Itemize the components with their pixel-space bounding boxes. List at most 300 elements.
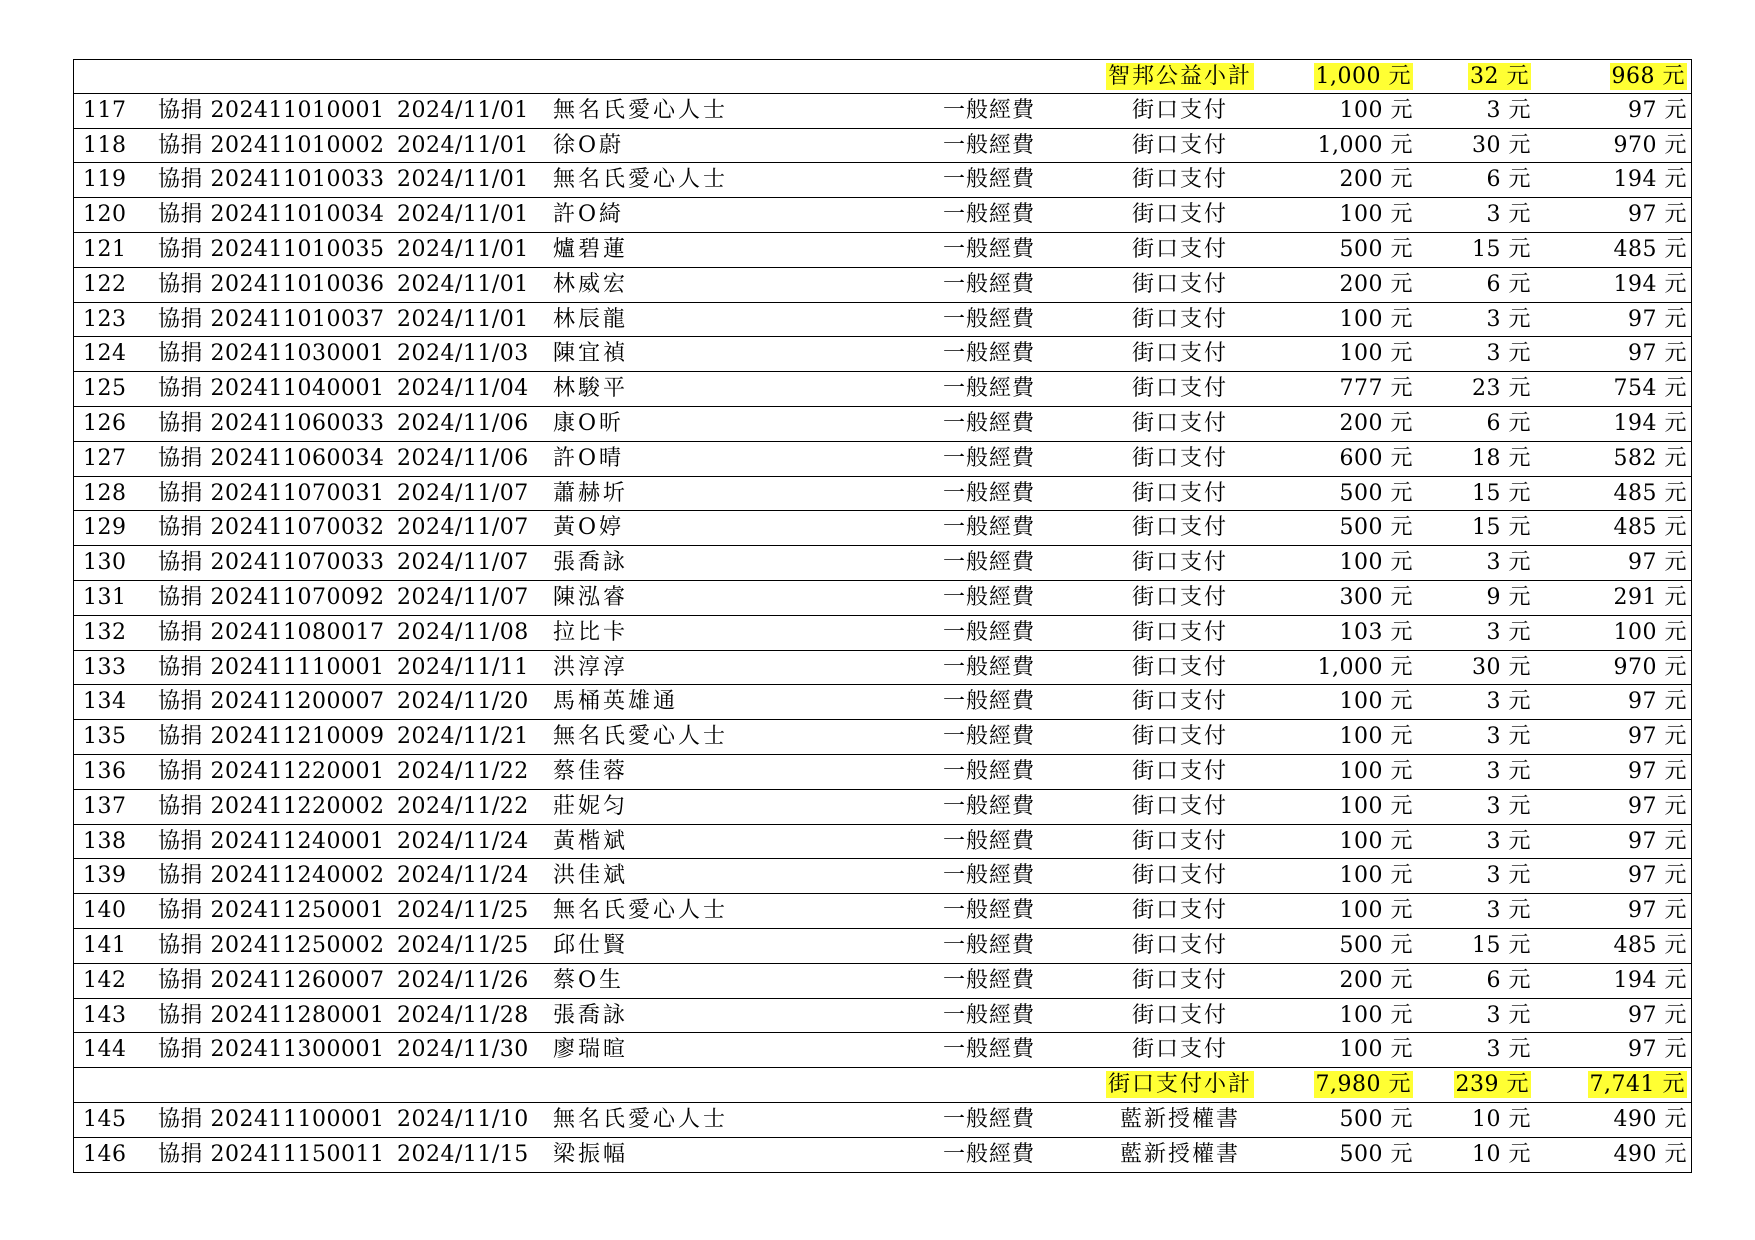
fund-category: 一般經費: [943, 689, 1036, 715]
subtotal-row-street: [73, 1068, 1692, 1103]
row-number: 145: [83, 1106, 127, 1132]
donor-name: 康O昕: [553, 410, 625, 436]
payment-method: 街口支付: [1131, 758, 1228, 784]
subtotal-fee: 32 元: [1470, 64, 1529, 89]
net-amount: 97 元: [1628, 550, 1687, 576]
record-id: 協捐 202411240002: [158, 863, 385, 889]
donation-date: 2024/11/26: [397, 967, 529, 993]
net-amount: 97 元: [1628, 1002, 1687, 1028]
donation-amount: 200 元: [1339, 410, 1413, 436]
donor-name: 梁振幅: [553, 1141, 629, 1167]
payment-method: 街口支付: [1131, 445, 1228, 471]
payment-method: 街口支付: [1131, 967, 1228, 993]
donation-date: 2024/11/07: [397, 480, 529, 506]
row-number: 131: [83, 584, 127, 610]
donation-date: 2024/11/15: [397, 1141, 529, 1167]
payment-method: 街口支付: [1131, 376, 1228, 402]
table-row: [73, 477, 1692, 512]
payment-method: 藍新授權書: [1119, 1106, 1240, 1132]
donation-amount: 100 元: [1339, 863, 1413, 889]
fund-category: 一般經費: [943, 202, 1036, 228]
processing-fee: 30 元: [1472, 654, 1531, 680]
record-id: 協捐 202411010002: [158, 132, 385, 158]
table-row: [73, 929, 1692, 964]
row-number: 125: [83, 376, 127, 402]
record-id: 協捐 202411080017: [158, 619, 385, 645]
payment-method: 街口支付: [1131, 932, 1228, 958]
donor-name: 洪淳淳: [553, 654, 629, 680]
subtotal-fee: 239 元: [1455, 1072, 1529, 1098]
donation-amount: 600 元: [1339, 445, 1413, 471]
record-id: 協捐 202411070092: [158, 584, 385, 610]
fund-category: 一般經費: [943, 97, 1036, 123]
fund-category: 一般經費: [943, 898, 1036, 924]
net-amount: 485 元: [1613, 515, 1687, 541]
net-amount: 100 元: [1613, 619, 1687, 645]
net-amount: 97 元: [1628, 306, 1687, 332]
net-amount: 194 元: [1613, 410, 1687, 436]
payment-method: 街口支付: [1131, 271, 1228, 297]
processing-fee: 3 元: [1486, 863, 1531, 889]
fund-category: 一般經費: [943, 167, 1036, 193]
fund-category: 一般經費: [943, 1037, 1036, 1063]
donation-amount: 100 元: [1339, 898, 1413, 924]
processing-fee: 3 元: [1486, 1037, 1531, 1063]
fund-category: 一般經費: [943, 515, 1036, 541]
processing-fee: 3 元: [1486, 898, 1531, 924]
donation-date: 2024/11/10: [397, 1106, 529, 1132]
record-id: 協捐 202411250001: [158, 898, 385, 924]
donation-amount: 100 元: [1339, 1037, 1413, 1063]
payment-method: 街口支付: [1131, 132, 1228, 158]
donation-date: 2024/11/01: [397, 202, 529, 228]
donation-date: 2024/11/07: [397, 584, 529, 610]
row-number: 146: [83, 1141, 127, 1167]
donation-date: 2024/11/01: [397, 236, 529, 262]
donation-date: 2024/11/06: [397, 410, 529, 436]
payment-method: 街口支付: [1131, 1002, 1228, 1028]
processing-fee: 3 元: [1486, 619, 1531, 645]
net-amount: 97 元: [1628, 202, 1687, 228]
donor-name: 邱仕賢: [553, 932, 629, 958]
net-amount: 97 元: [1628, 724, 1687, 750]
donor-name: 莊妮匀: [553, 793, 629, 819]
subtotal-amount: 1,000 元: [1315, 64, 1411, 89]
donation-amount: 100 元: [1339, 341, 1413, 367]
processing-fee: 15 元: [1472, 236, 1531, 262]
payment-method: 街口支付: [1131, 654, 1228, 680]
row-number: 142: [83, 967, 127, 993]
donation-date: 2024/11/30: [397, 1037, 529, 1063]
record-id: 協捐 202411100001: [158, 1106, 385, 1132]
donation-amount: 100 元: [1339, 550, 1413, 576]
donation-date: 2024/11/11: [397, 654, 529, 680]
donor-name: 黃O婷: [553, 515, 625, 541]
payment-method: 街口支付: [1131, 828, 1228, 854]
donor-name: 陳宜禎: [553, 341, 629, 367]
donor-name: 洪佳斌: [553, 863, 629, 889]
row-number: 132: [83, 619, 127, 645]
net-amount: 97 元: [1628, 828, 1687, 854]
record-id: 協捐 202411010033: [158, 167, 385, 193]
record-id: 協捐 202411010001: [158, 97, 385, 123]
payment-method: 街口支付: [1131, 236, 1228, 262]
table-row: [73, 999, 1692, 1034]
payment-method: 街口支付: [1131, 410, 1228, 436]
processing-fee: 3 元: [1486, 689, 1531, 715]
row-number: 138: [83, 828, 127, 854]
donor-name: 無名氏愛心人士: [553, 167, 729, 193]
donation-date: 2024/11/07: [397, 515, 529, 541]
donation-date: 2024/11/01: [397, 306, 529, 332]
donation-date: 2024/11/07: [397, 550, 529, 576]
record-id: 協捐 202411010036: [158, 271, 385, 297]
net-amount: 291 元: [1613, 584, 1687, 610]
processing-fee: 3 元: [1486, 306, 1531, 332]
fund-category: 一般經費: [943, 967, 1036, 993]
record-id: 協捐 202411030001: [158, 341, 385, 367]
donor-name: 廖瑞暄: [553, 1037, 629, 1063]
donation-date: 2024/11/22: [397, 793, 529, 819]
table-row: [73, 685, 1692, 720]
donation-date: 2024/11/28: [397, 1002, 529, 1028]
payment-method: 街口支付: [1131, 202, 1228, 228]
record-id: 協捐 202411300001: [158, 1037, 385, 1063]
net-amount: 97 元: [1628, 863, 1687, 889]
subtotal-row-zhibang: [73, 59, 1692, 94]
net-amount: 97 元: [1628, 341, 1687, 367]
row-number: 123: [83, 306, 127, 332]
table-row: [73, 268, 1692, 303]
table-row: [73, 755, 1692, 790]
processing-fee: 15 元: [1472, 932, 1531, 958]
donor-name: 徐O蔚: [553, 132, 625, 158]
processing-fee: 3 元: [1486, 828, 1531, 854]
donation-date: 2024/11/25: [397, 932, 529, 958]
record-id: 協捐 202411070032: [158, 515, 385, 541]
donor-name: 爐碧蓮: [553, 236, 629, 262]
row-number: 136: [83, 758, 127, 784]
donor-name: 陳泓睿: [553, 584, 629, 610]
donor-name: 蔡佳蓉: [553, 758, 629, 784]
processing-fee: 6 元: [1486, 167, 1531, 193]
table-row: [73, 198, 1692, 233]
row-number: 135: [83, 724, 127, 750]
donation-amount: 100 元: [1339, 97, 1413, 123]
fund-category: 一般經費: [943, 306, 1036, 332]
record-id: 協捐 202411210009: [158, 724, 385, 750]
donation-amount: 500 元: [1339, 515, 1413, 541]
donor-name: 拉比卡: [553, 619, 629, 645]
record-id: 協捐 202411060033: [158, 410, 385, 436]
net-amount: 194 元: [1613, 167, 1687, 193]
table-row: [73, 407, 1692, 442]
processing-fee: 3 元: [1486, 793, 1531, 819]
donor-name: 林威宏: [553, 271, 629, 297]
record-id: 協捐 202411260007: [158, 967, 385, 993]
row-number: 133: [83, 654, 127, 680]
table-row: [73, 442, 1692, 477]
record-id: 協捐 202411040001: [158, 376, 385, 402]
net-amount: 97 元: [1628, 1037, 1687, 1063]
donation-date: 2024/11/24: [397, 863, 529, 889]
donor-name: 林辰龍: [553, 306, 629, 332]
donation-amount: 100 元: [1339, 689, 1413, 715]
table-row: [73, 511, 1692, 546]
net-amount: 97 元: [1628, 97, 1687, 123]
table-row: [73, 303, 1692, 338]
net-amount: 194 元: [1613, 271, 1687, 297]
fund-category: 一般經費: [943, 654, 1036, 680]
donation-date: 2024/11/03: [397, 341, 529, 367]
table-row: [73, 581, 1692, 616]
donation-amount: 777 元: [1339, 376, 1413, 402]
record-id: 協捐 202411070033: [158, 550, 385, 576]
donation-date: 2024/11/04: [397, 376, 529, 402]
row-number: 129: [83, 515, 127, 541]
row-number: 130: [83, 550, 127, 576]
processing-fee: 23 元: [1472, 376, 1531, 402]
donation-amount: 200 元: [1339, 967, 1413, 993]
table-row: [73, 1103, 1692, 1138]
fund-category: 一般經費: [943, 724, 1036, 750]
row-number: 128: [83, 480, 127, 506]
net-amount: 97 元: [1628, 758, 1687, 784]
fund-category: 一般經費: [943, 828, 1036, 854]
donation-date: 2024/11/01: [397, 271, 529, 297]
table-row: [73, 94, 1692, 129]
donor-name: 張喬詠: [553, 550, 629, 576]
row-number: 144: [83, 1037, 127, 1063]
table-row: [73, 790, 1692, 825]
net-amount: 970 元: [1613, 132, 1687, 158]
processing-fee: 3 元: [1486, 1002, 1531, 1028]
processing-fee: 3 元: [1486, 550, 1531, 576]
donation-date: 2024/11/25: [397, 898, 529, 924]
donation-amount: 103 元: [1339, 619, 1413, 645]
record-id: 協捐 202411010035: [158, 236, 385, 262]
donation-date: 2024/11/01: [397, 167, 529, 193]
payment-method: 街口支付: [1131, 619, 1228, 645]
payment-method: 街口支付: [1131, 1037, 1228, 1063]
row-number: 141: [83, 932, 127, 958]
table-row: [73, 720, 1692, 755]
processing-fee: 6 元: [1486, 967, 1531, 993]
processing-fee: 15 元: [1472, 515, 1531, 541]
row-number: 124: [83, 341, 127, 367]
fund-category: 一般經費: [943, 236, 1036, 262]
donation-amount: 200 元: [1339, 167, 1413, 193]
net-amount: 754 元: [1613, 376, 1687, 402]
fund-category: 一般經費: [943, 584, 1036, 610]
donor-name: 無名氏愛心人士: [553, 898, 729, 924]
donation-amount: 100 元: [1339, 202, 1413, 228]
row-number: 122: [83, 271, 127, 297]
donor-name: 無名氏愛心人士: [553, 1106, 729, 1132]
record-id: 協捐 202411220001: [158, 758, 385, 784]
fund-category: 一般經費: [943, 445, 1036, 471]
fund-category: 一般經費: [943, 1141, 1036, 1167]
record-id: 協捐 202411060034: [158, 445, 385, 471]
record-id: 協捐 202411010034: [158, 202, 385, 228]
fund-category: 一般經費: [943, 1002, 1036, 1028]
processing-fee: 30 元: [1472, 132, 1531, 158]
donor-name: 無名氏愛心人士: [553, 97, 729, 123]
processing-fee: 3 元: [1486, 341, 1531, 367]
table-row: [73, 129, 1692, 164]
net-amount: 582 元: [1613, 445, 1687, 471]
donation-date: 2024/11/24: [397, 828, 529, 854]
donor-name: 無名氏愛心人士: [553, 724, 729, 750]
processing-fee: 3 元: [1486, 724, 1531, 750]
table-row: [73, 651, 1692, 686]
fund-category: 一般經費: [943, 410, 1036, 436]
donor-name: 許O晴: [553, 445, 625, 471]
row-number: 137: [83, 793, 127, 819]
payment-method: 街口支付: [1131, 341, 1228, 367]
processing-fee: 3 元: [1486, 97, 1531, 123]
donor-name: 許O綺: [553, 202, 625, 228]
table-row: [73, 616, 1692, 651]
subtotal-net: 968 元: [1611, 64, 1685, 89]
donation-amount: 100 元: [1339, 1002, 1413, 1028]
record-id: 協捐 202411070031: [158, 480, 385, 506]
record-id: 協捐 202411150011: [158, 1141, 385, 1167]
table-row: [73, 859, 1692, 894]
processing-fee: 10 元: [1472, 1141, 1531, 1167]
fund-category: 一般經費: [943, 341, 1036, 367]
donor-name: 蔡O生: [553, 967, 625, 993]
table-row: [73, 372, 1692, 407]
fund-category: 一般經費: [943, 480, 1036, 506]
subtotal-label: 街口支付小計: [1107, 1072, 1252, 1098]
newebpay-rows: [73, 1103, 1692, 1173]
row-number: 127: [83, 445, 127, 471]
donation-date: 2024/11/21: [397, 724, 529, 750]
payment-method: 街口支付: [1131, 550, 1228, 576]
donation-amount: 500 元: [1339, 480, 1413, 506]
payment-method: 街口支付: [1131, 724, 1228, 750]
donation-amount: 300 元: [1339, 584, 1413, 610]
donor-name: 黃楷斌: [553, 828, 629, 854]
net-amount: 490 元: [1613, 1141, 1687, 1167]
fund-category: 一般經費: [943, 619, 1036, 645]
table-row: [73, 894, 1692, 929]
row-number: 120: [83, 202, 127, 228]
record-id: 協捐 202411280001: [158, 1002, 385, 1028]
donation-amount: 1,000 元: [1317, 132, 1413, 158]
row-number: 134: [83, 689, 127, 715]
payment-method: 街口支付: [1131, 584, 1228, 610]
donation-amount: 100 元: [1339, 758, 1413, 784]
fund-category: 一般經費: [943, 271, 1036, 297]
record-id: 協捐 202411240001: [158, 828, 385, 854]
payment-method: 街口支付: [1131, 167, 1228, 193]
fund-category: 一般經費: [943, 550, 1036, 576]
record-id: 協捐 202411110001: [158, 654, 385, 680]
donation-amount: 200 元: [1339, 271, 1413, 297]
row-number: 118: [83, 132, 127, 158]
donation-amount: 100 元: [1339, 793, 1413, 819]
payment-method: 街口支付: [1131, 97, 1228, 123]
donation-date: 2024/11/08: [397, 619, 529, 645]
payment-method: 街口支付: [1131, 306, 1228, 332]
fund-category: 一般經費: [943, 132, 1036, 158]
table-row: [73, 1138, 1692, 1173]
row-number: 140: [83, 898, 127, 924]
record-id: 協捐 202411200007: [158, 689, 385, 715]
row-number: 139: [83, 863, 127, 889]
donation-ledger-table: [73, 59, 1692, 1173]
fund-category: 一般經費: [943, 376, 1036, 402]
donation-amount: 100 元: [1339, 306, 1413, 332]
record-id: 協捐 202411250002: [158, 932, 385, 958]
donation-date: 2024/11/20: [397, 689, 529, 715]
net-amount: 485 元: [1613, 932, 1687, 958]
donation-amount: 1,000 元: [1317, 654, 1413, 680]
subtotal-label: 智邦公益小計: [1107, 64, 1252, 89]
subtotal-amount: 7,980 元: [1315, 1072, 1411, 1098]
donor-name: 馬桶英雄通: [553, 689, 679, 715]
table-row: [73, 825, 1692, 860]
net-amount: 485 元: [1613, 480, 1687, 506]
fund-category: 一般經費: [943, 793, 1036, 819]
processing-fee: 6 元: [1486, 410, 1531, 436]
donor-name: 蕭赫圻: [553, 480, 629, 506]
donation-amount: 100 元: [1339, 724, 1413, 750]
table-row: [73, 964, 1692, 999]
table-row: [73, 337, 1692, 372]
row-number: 121: [83, 236, 127, 262]
fund-category: 一般經費: [943, 758, 1036, 784]
donation-amount: 500 元: [1339, 1141, 1413, 1167]
fund-category: 一般經費: [943, 1106, 1036, 1132]
processing-fee: 10 元: [1472, 1106, 1531, 1132]
row-number: 143: [83, 1002, 127, 1028]
table-row: [73, 1033, 1692, 1068]
donation-amount: 500 元: [1339, 1106, 1413, 1132]
subtotal-net: 7,741 元: [1589, 1072, 1685, 1098]
net-amount: 194 元: [1613, 967, 1687, 993]
table-row: [73, 163, 1692, 198]
fund-category: 一般經費: [943, 863, 1036, 889]
street-pay-rows: [73, 94, 1692, 1068]
processing-fee: 9 元: [1486, 584, 1531, 610]
payment-method: 街口支付: [1131, 689, 1228, 715]
donation-date: 2024/11/01: [397, 97, 529, 123]
row-number: 126: [83, 410, 127, 436]
payment-method: 街口支付: [1131, 898, 1228, 924]
processing-fee: 6 元: [1486, 271, 1531, 297]
row-number: 117: [83, 97, 127, 123]
payment-method: 藍新授權書: [1119, 1141, 1240, 1167]
donation-date: 2024/11/01: [397, 132, 529, 158]
record-id: 協捐 202411220002: [158, 793, 385, 819]
fund-category: 一般經費: [943, 932, 1036, 958]
record-id: 協捐 202411010037: [158, 306, 385, 332]
processing-fee: 15 元: [1472, 480, 1531, 506]
donation-amount: 500 元: [1339, 236, 1413, 262]
payment-method: 街口支付: [1131, 793, 1228, 819]
net-amount: 485 元: [1613, 236, 1687, 262]
processing-fee: 3 元: [1486, 202, 1531, 228]
donation-date: 2024/11/22: [397, 758, 529, 784]
processing-fee: 3 元: [1486, 758, 1531, 784]
payment-method: 街口支付: [1131, 515, 1228, 541]
payment-method: 街口支付: [1131, 863, 1228, 889]
net-amount: 490 元: [1613, 1106, 1687, 1132]
net-amount: 97 元: [1628, 689, 1687, 715]
